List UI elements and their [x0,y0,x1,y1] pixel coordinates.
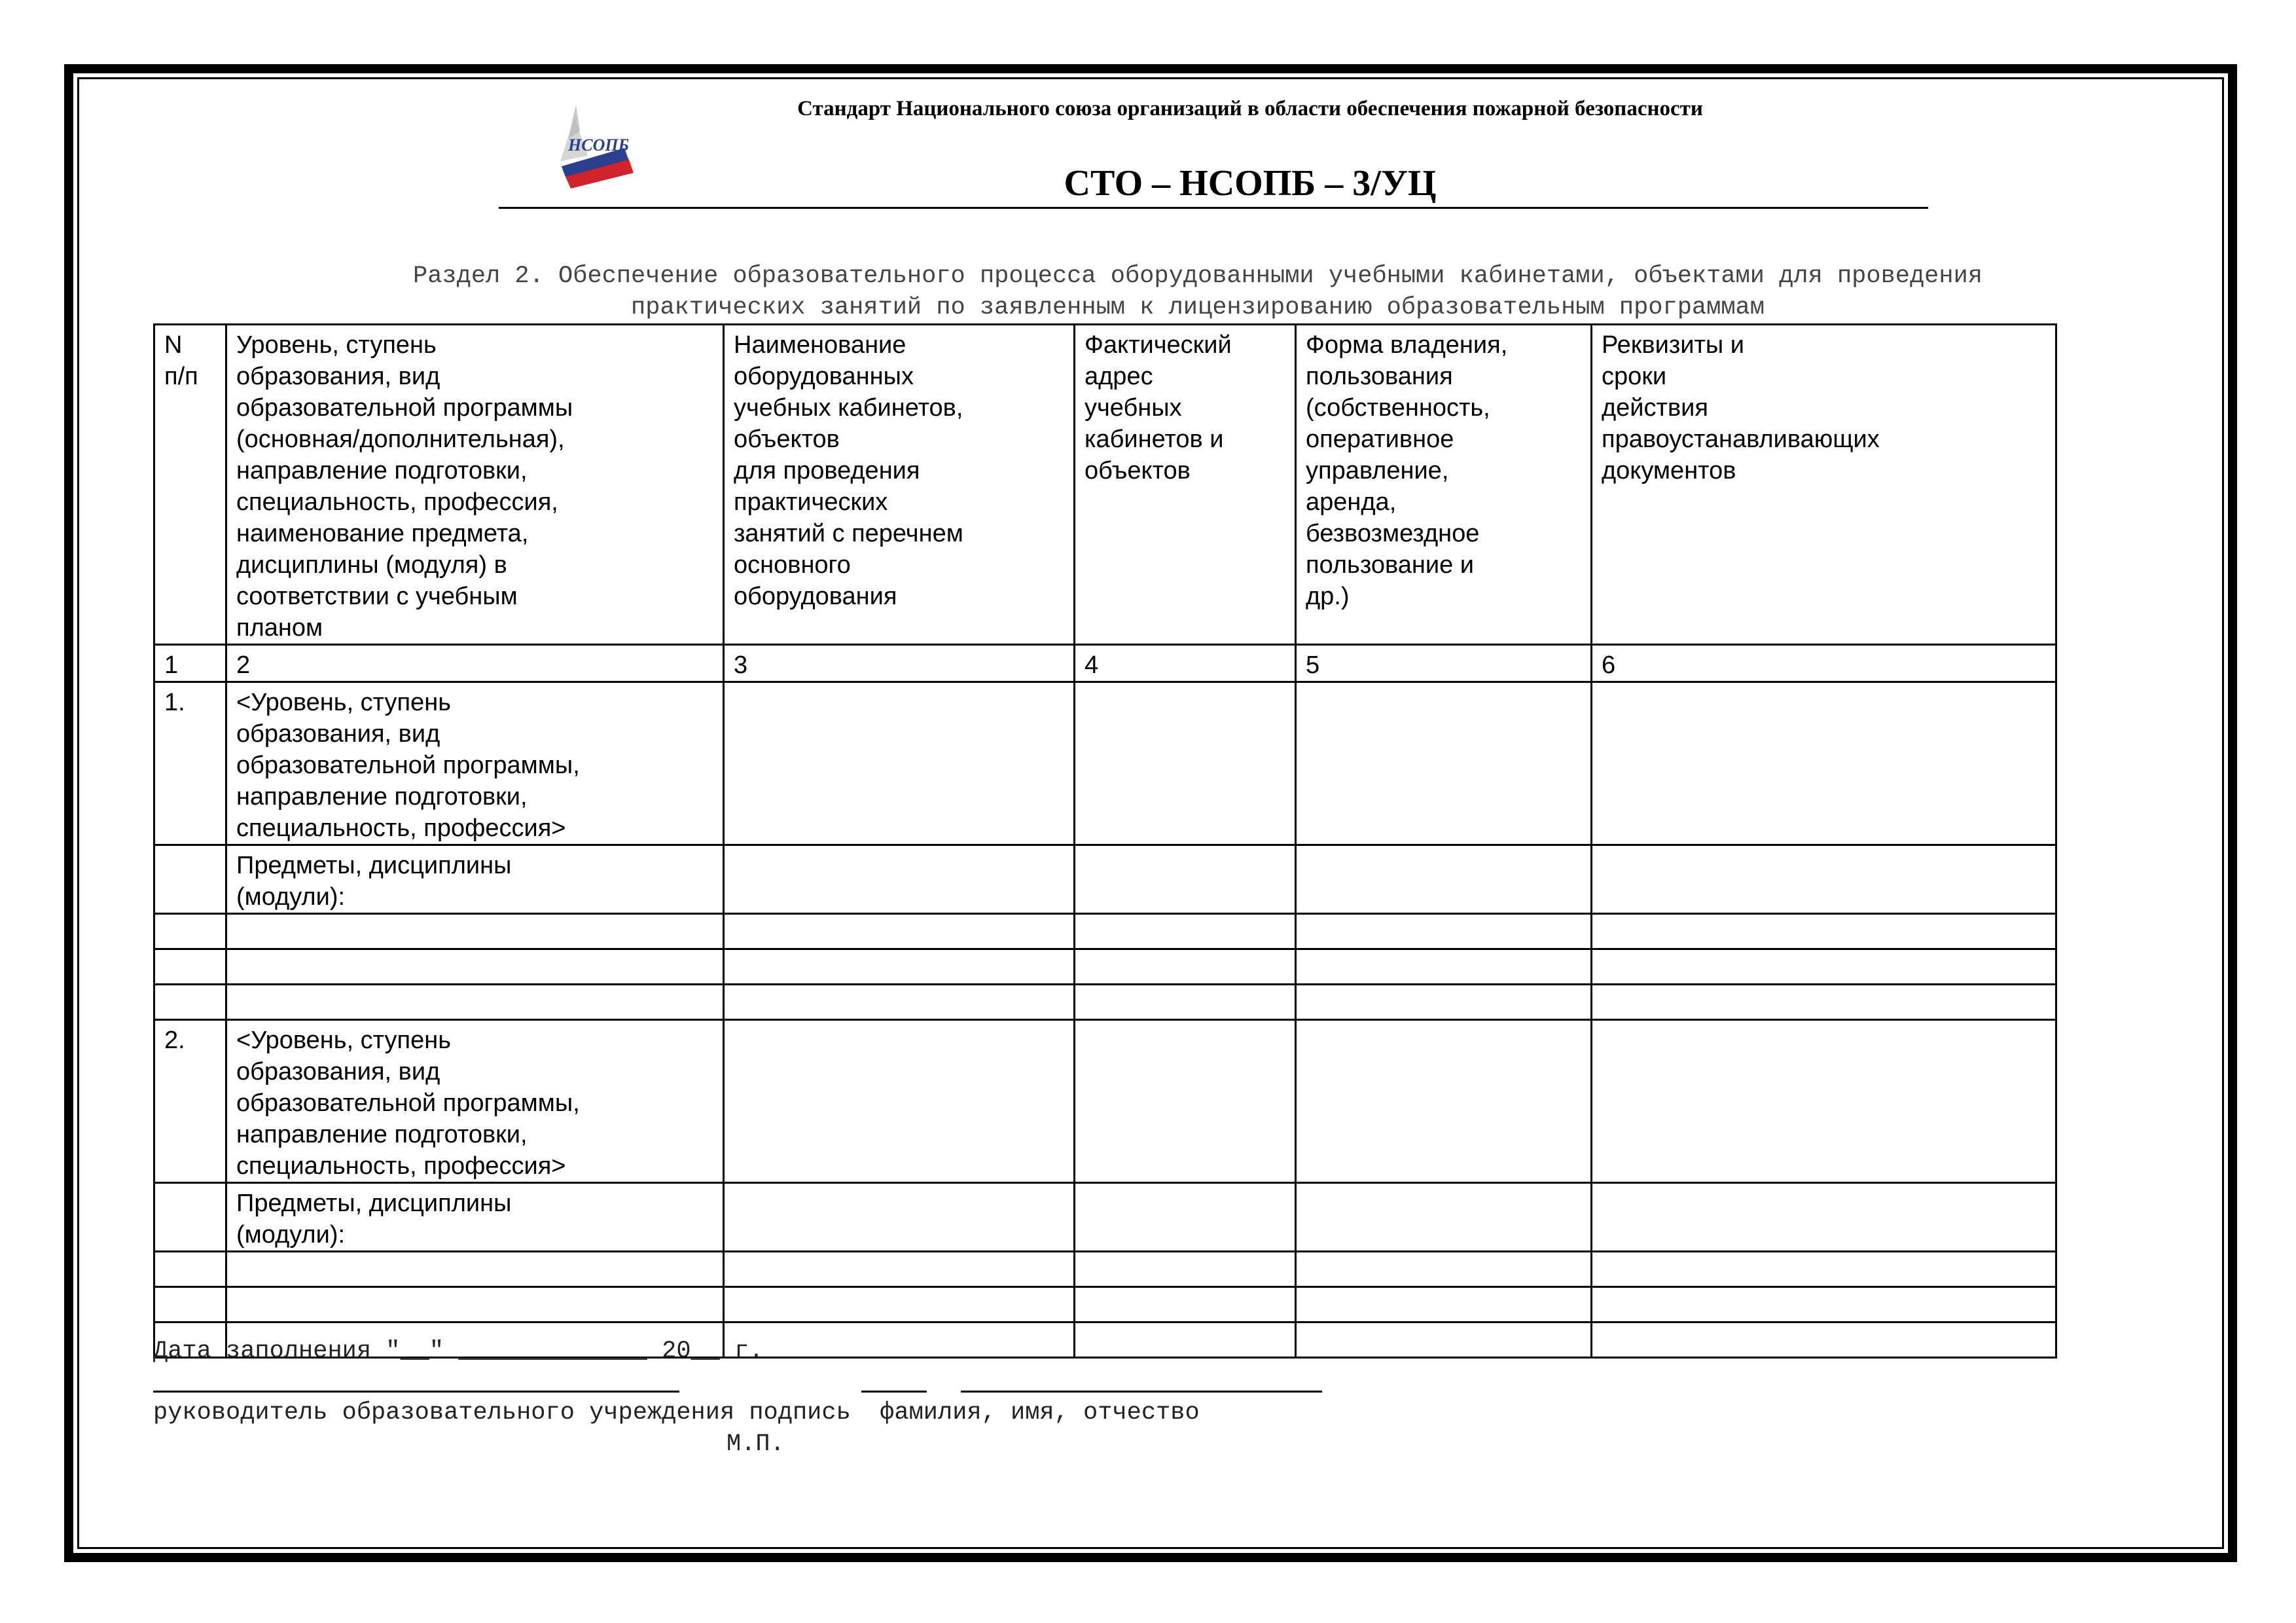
table-cell[interactable] [724,1287,1075,1322]
table-cell[interactable] [724,1020,1075,1183]
header-documents: Реквизиты и сроки действия правоустанавливающих документов [1602,331,1880,484]
header-level: Уровень, ступень образования, вид образовательной программы (основная/дополнительная), направление подготовки, специальность, профессия, наименование предмета, дисциплины (модуля) в соответствии с учебным планом [236,331,573,642]
blank-row [154,985,2056,1020]
table-cell[interactable] [1592,682,2056,845]
row-number: 2. [154,1020,226,1183]
table-cell[interactable] [1592,845,2056,914]
table-cell[interactable] [1592,1252,2056,1287]
table-cell[interactable] [154,1252,226,1287]
table-cell[interactable] [154,985,226,1020]
table-cell[interactable] [1592,1322,2056,1358]
table-cell[interactable] [1296,682,1592,845]
header-cell [226,325,724,645]
table-cell[interactable] [724,985,1075,1020]
full-name-line[interactable] [961,1391,1322,1393]
blank-row [154,914,2056,949]
table-cell[interactable] [226,914,724,949]
header-cell [1592,325,2056,645]
table-cell[interactable] [226,949,724,985]
table-cell[interactable] [1592,985,2056,1020]
signature-caption: руководитель образовательного учреждения подпись фамилия, имя, отчество [153,1399,1200,1427]
table-cell[interactable] [1296,914,1592,949]
level-cell [226,1020,724,1183]
row-number: 1. [154,682,226,845]
table-cell[interactable] [154,1287,226,1322]
logo-text: НСОПБ [568,136,630,155]
column-number-row [154,645,2056,682]
section-title-line-2: практических занятий по заявленным к лицензированию образовательным программам [631,294,1765,321]
table-cell[interactable] [1075,949,1296,985]
subjects-text: Предметы, дисциплины (модули): [236,852,512,911]
table-cell[interactable] [1075,1020,1296,1183]
table-cell[interactable] [1075,1183,1296,1252]
stamp-place: М.П. [726,1431,785,1458]
table-cell[interactable] [1592,914,2056,949]
table-cell[interactable] [226,985,724,1020]
table-cell[interactable] [1296,1322,1592,1358]
subjects-row [154,845,2056,914]
table-cell[interactable] [724,1183,1075,1252]
subjects-row [154,1183,2056,1252]
column-number: 4 [1075,645,1296,682]
table-cell[interactable] [724,682,1075,845]
table-cell[interactable] [1296,1252,1592,1287]
table-cell[interactable] [1296,949,1592,985]
table-cell[interactable] [1075,682,1296,845]
signature-line[interactable] [861,1391,927,1393]
facilities-table [153,323,2057,1359]
column-number: 5 [1296,645,1592,682]
level-cell [226,682,724,845]
level-text: <Уровень, ступень образования, вид образовательной программы, направление подготовки, специальность, профессия> [236,1027,580,1180]
level-text: <Уровень, ступень образования, вид образовательной программы, направление подготовки, специальность, профессия> [236,689,580,842]
subjects-cell [226,845,724,914]
table-cell[interactable] [724,1322,1075,1358]
blank-row [154,1287,2056,1322]
table-cell[interactable] [1592,949,2056,985]
nsopb-logo [548,105,640,190]
fill-date-line[interactable]: Дата заполнения "__" _____________ 20__ г. [153,1338,764,1365]
level-row [154,1020,2056,1183]
blank-row [154,1252,2056,1287]
table-cell[interactable] [1296,985,1592,1020]
table-cell[interactable] [1592,1020,2056,1183]
table-cell[interactable] [724,949,1075,985]
header-number: N п/п [164,331,198,390]
subjects-text: Предметы, дисциплины (модули): [236,1190,512,1249]
org-title: Стандарт Национального союза организаций в области обеспечения пожарной безопасности [797,97,1703,120]
header-rule [499,207,1928,209]
table-cell[interactable] [1075,1252,1296,1287]
header-cell [1296,325,1592,645]
table-cell[interactable] [1075,985,1296,1020]
table-cell[interactable] [1075,1322,1296,1358]
document-code: СТО – НСОПБ – 3/УЦ [1064,163,1437,204]
header-cell [154,325,226,645]
table-cell[interactable] [1296,1287,1592,1322]
table-cell[interactable] [226,1252,724,1287]
subjects-cell [226,1183,724,1252]
header-address: Фактический адрес учебных кабинетов и объектов [1085,331,1232,484]
section-title [308,261,2088,323]
table-cell[interactable] [1296,1020,1592,1183]
header-row [154,325,2056,645]
table-cell[interactable] [1592,1287,2056,1322]
table-cell[interactable] [1296,1183,1592,1252]
header-cell [724,325,1075,645]
header-facilities: Наименование оборудованных учебных кабинетов, объектов для проведения практических занятий с перечнем основного оборудования [734,331,963,610]
table-cell[interactable] [154,845,226,914]
table-cell[interactable] [1592,1183,2056,1252]
section-title-line-1: Раздел 2. Обеспечение образовательного процесса оборудованными учебными кабинетами, объектами для проведения [413,263,1982,290]
table-cell[interactable] [724,845,1075,914]
table-cell[interactable] [1075,914,1296,949]
table-cell[interactable] [154,1183,226,1252]
table-cell[interactable] [1075,845,1296,914]
table-cell[interactable] [724,1252,1075,1287]
column-number: 3 [724,645,1075,682]
table-cell[interactable] [1075,1287,1296,1322]
column-number: 6 [1592,645,2056,682]
header-cell [1075,325,1296,645]
table-cell[interactable] [226,1287,724,1322]
head-name-line[interactable] [153,1391,679,1393]
level-row [154,682,2056,845]
table-cell[interactable] [154,949,226,985]
table-cell[interactable] [724,914,1075,949]
blank-row [154,949,2056,985]
table-cell[interactable] [154,914,226,949]
table-cell[interactable] [1296,845,1592,914]
header-ownership: Форма владения, пользования (собственность, оперативное управление, аренда, безвозмездное пользование и др.) [1306,331,1508,610]
column-number: 2 [226,645,724,682]
column-number: 1 [154,645,226,682]
